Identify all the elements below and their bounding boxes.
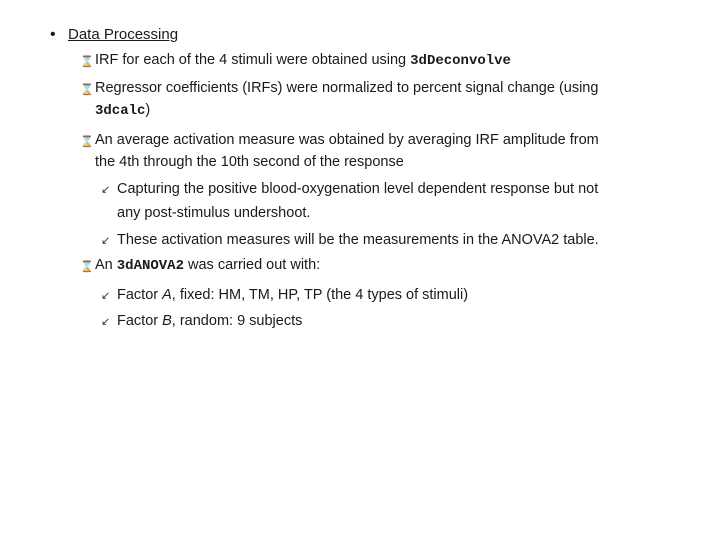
- bullet-item-3-line2: the 4th through the 10th second of the response: [95, 154, 404, 170]
- sub-item-3: [117, 283, 468, 307]
- item-1-text: IRF for each of the 4 stimuli were obtained using: [95, 52, 411, 68]
- factor-b-desc: , random: 9 subjects: [171, 313, 303, 329]
- factor-b-letter: B: [162, 313, 172, 329]
- hourglass-bullet-icon: ⌛: [80, 56, 94, 68]
- item-4-text-post: was carried out with:: [183, 257, 321, 273]
- item-4-text-pre: An: [95, 257, 117, 273]
- factor-a-desc: , fixed: HM, TM, HP, TP (the 4 types of stimuli): [171, 287, 469, 303]
- sub-item-4: [117, 309, 302, 333]
- arrow-bullet-icon: ↙: [101, 290, 111, 302]
- bullet-item-2-line1: Regressor coefficients (IRFs) were normalized to percent signal change (using: [95, 80, 599, 96]
- arrow-bullet-icon: ↙: [101, 235, 111, 247]
- bullet-item-2-line2: [95, 98, 150, 123]
- factor-b-prefix: Factor: [117, 313, 163, 329]
- hourglass-bullet-icon: ⌛: [80, 84, 94, 96]
- factor-a-prefix: Factor: [117, 287, 163, 303]
- bullet-item-3-line1: An average activation measure was obtained by averaging IRF amplitude from: [95, 132, 599, 148]
- arrow-bullet-icon: ↙: [101, 316, 111, 328]
- bullet-dot-icon: •: [50, 26, 56, 43]
- arrow-bullet-icon: ↙: [101, 184, 111, 196]
- item-1-code: 3dDeconvolve: [410, 53, 511, 69]
- item-2-close-paren: ): [145, 102, 151, 118]
- sub-item-1-line1: Capturing the positive blood-oxygenation level dependent response but not: [117, 181, 599, 197]
- item-4-code: 3dANOVA2: [116, 258, 184, 274]
- bullet-item-1: [95, 48, 511, 73]
- sub-item-1-line2: any post-stimulus undershoot.: [117, 205, 311, 221]
- sub-item-2: These activation measures will be the measurements in the ANOVA2 table.: [117, 232, 599, 248]
- hourglass-bullet-icon: ⌛: [80, 136, 94, 148]
- slide-title: Data Processing: [68, 26, 179, 43]
- bullet-item-4: [95, 253, 320, 278]
- item-2-code: 3dcalc: [95, 103, 146, 119]
- factor-a-letter: A: [162, 287, 172, 303]
- hourglass-bullet-icon: ⌛: [80, 261, 94, 273]
